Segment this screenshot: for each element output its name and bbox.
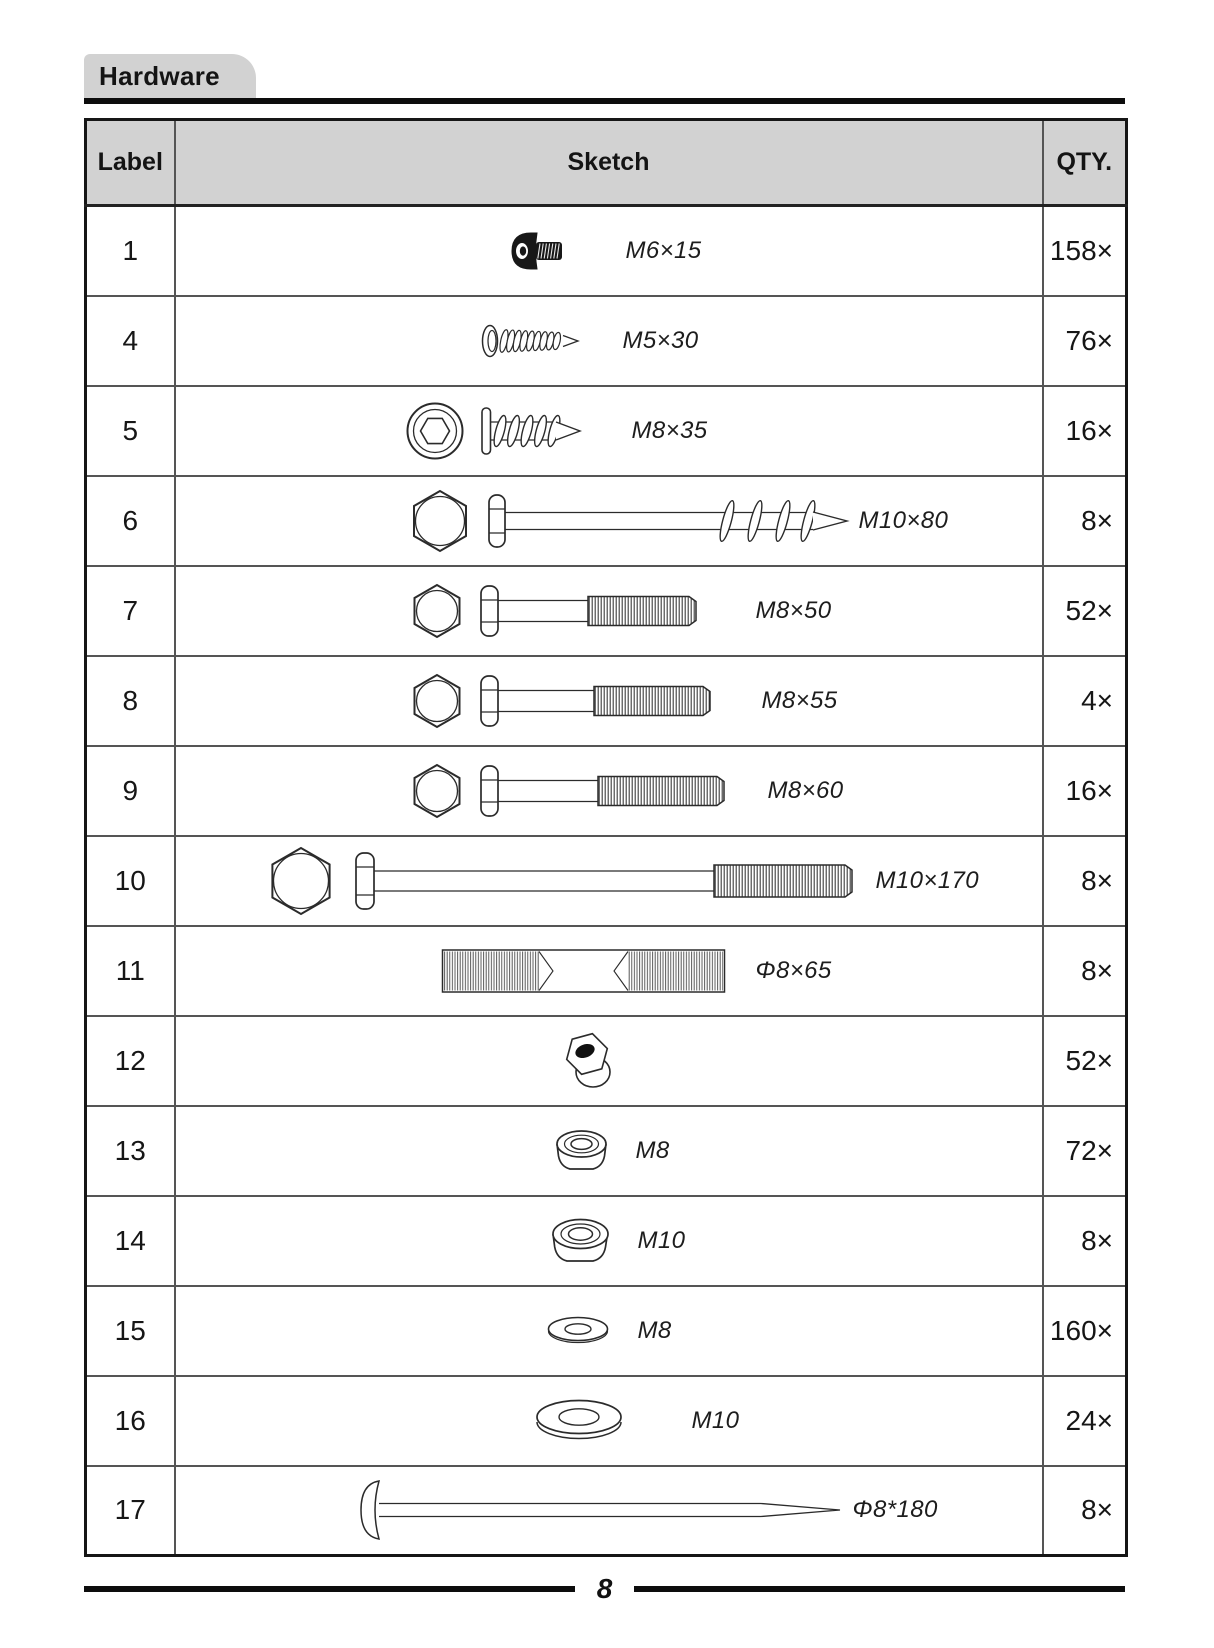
quantity-value: 8× [1043,1196,1127,1286]
quantity-value: 8× [1043,476,1127,566]
page-title: Hardware [99,60,220,91]
size-label: M8×35 [631,416,708,444]
row-label: 11 [86,926,175,1016]
sketch-cell [175,296,1043,386]
size-label: M8×50 [755,596,832,624]
sketch-cell [175,1016,1043,1106]
washer-m8-icon [176,1287,1042,1375]
hex-bolt-50-icon [176,567,1042,655]
hardware-table-body [86,206,1127,1556]
sketch-cell [175,1196,1043,1286]
table-row [86,566,1127,656]
sketch-cell [175,926,1043,1016]
column-header-label: Label [86,120,175,206]
quantity-value: 160× [1043,1286,1127,1376]
size-label: M10×170 [875,866,980,894]
sketch-cell [175,836,1043,926]
table-row [86,476,1127,566]
quantity-value: 24× [1043,1376,1127,1466]
quantity-value: 4× [1043,656,1127,746]
row-label: 17 [86,1466,175,1556]
sketch-cell [175,386,1043,476]
column-header-sketch: Sketch [175,120,1043,206]
page-number: 8 [596,1573,613,1604]
quantity-value: 16× [1043,746,1127,836]
hex-nut-m8-icon [176,1107,1042,1195]
size-label: M10×80 [858,506,949,534]
header-row [86,120,1127,206]
hardware-table [84,118,1128,1557]
row-label: 14 [86,1196,175,1286]
size-label: M6×15 [625,236,702,264]
hex-bolt-60-icon [176,747,1042,835]
quantity-value: 52× [1043,566,1127,656]
row-label: 5 [86,386,175,476]
hex-nut-m10-icon [176,1197,1042,1285]
row-label: 12 [86,1016,175,1106]
quantity-value: 72× [1043,1106,1127,1196]
washer-m10-icon [176,1377,1042,1465]
footer-rule-left [84,1586,575,1592]
row-label: 1 [86,206,175,296]
sketch-cell [175,1466,1043,1556]
size-label: M8 [635,1136,670,1164]
table-row [86,386,1127,476]
round-head-nail-icon [176,1467,1042,1555]
hardware-tab [84,54,256,98]
table-row [86,296,1127,386]
quantity-value: 158× [1043,206,1127,296]
size-label: M8×60 [767,776,844,804]
sketch-cell [175,746,1043,836]
size-label: M8 [637,1316,672,1344]
quantity-value: 8× [1043,1466,1127,1556]
sketch-cell [175,206,1043,296]
page-footer [84,1573,1125,1604]
sketch-cell [175,1106,1043,1196]
sketch-cell [175,1286,1043,1376]
table-row [86,1106,1127,1196]
table-row [86,1376,1127,1466]
flange-lag-screw-icon [176,387,1042,475]
table-row [86,656,1127,746]
hex-bolt-long-icon [176,837,1042,925]
table-row [86,746,1127,836]
size-label: Φ8*180 [852,1496,938,1524]
column-header-qty: QTY. [1043,120,1127,206]
row-label: 10 [86,836,175,926]
quantity-value: 52× [1043,1016,1127,1106]
row-label: 4 [86,296,175,386]
header-rule [84,98,1125,104]
table-row [86,1196,1127,1286]
row-label: 9 [86,746,175,836]
sketch-cell [175,566,1043,656]
flat-head-screw-icon [176,297,1042,385]
table-row [86,1286,1127,1376]
quantity-value: 8× [1043,836,1127,926]
sketch-cell [175,656,1043,746]
size-label: Φ8×65 [755,956,832,984]
row-label: 7 [86,566,175,656]
table-header [86,120,1127,206]
sketch-cell [175,476,1043,566]
hex-bolt-55-icon [176,657,1042,745]
size-label: M10 [637,1226,686,1254]
row-label: 6 [86,476,175,566]
button-head-screw-icon [176,207,1042,295]
quantity-value: 16× [1043,386,1127,476]
footer-rule-right [634,1586,1125,1592]
cap-nut-icon [176,1017,1042,1105]
size-label: M5×30 [622,326,699,354]
table-row [86,926,1127,1016]
quantity-value: 76× [1043,296,1127,386]
table-row [86,1466,1127,1556]
sketch-cell [175,1376,1043,1466]
table-row [86,836,1127,926]
table-row [86,1016,1127,1106]
row-label: 16 [86,1376,175,1466]
table-row [86,206,1127,296]
row-label: 8 [86,656,175,746]
quantity-value: 8× [1043,926,1127,1016]
size-label: M10 [691,1406,740,1434]
row-label: 13 [86,1106,175,1196]
threaded-rod-icon [176,927,1042,1015]
size-label: M8×55 [761,686,838,714]
row-label: 15 [86,1286,175,1376]
hex-lag-bolt-icon [176,477,1042,565]
